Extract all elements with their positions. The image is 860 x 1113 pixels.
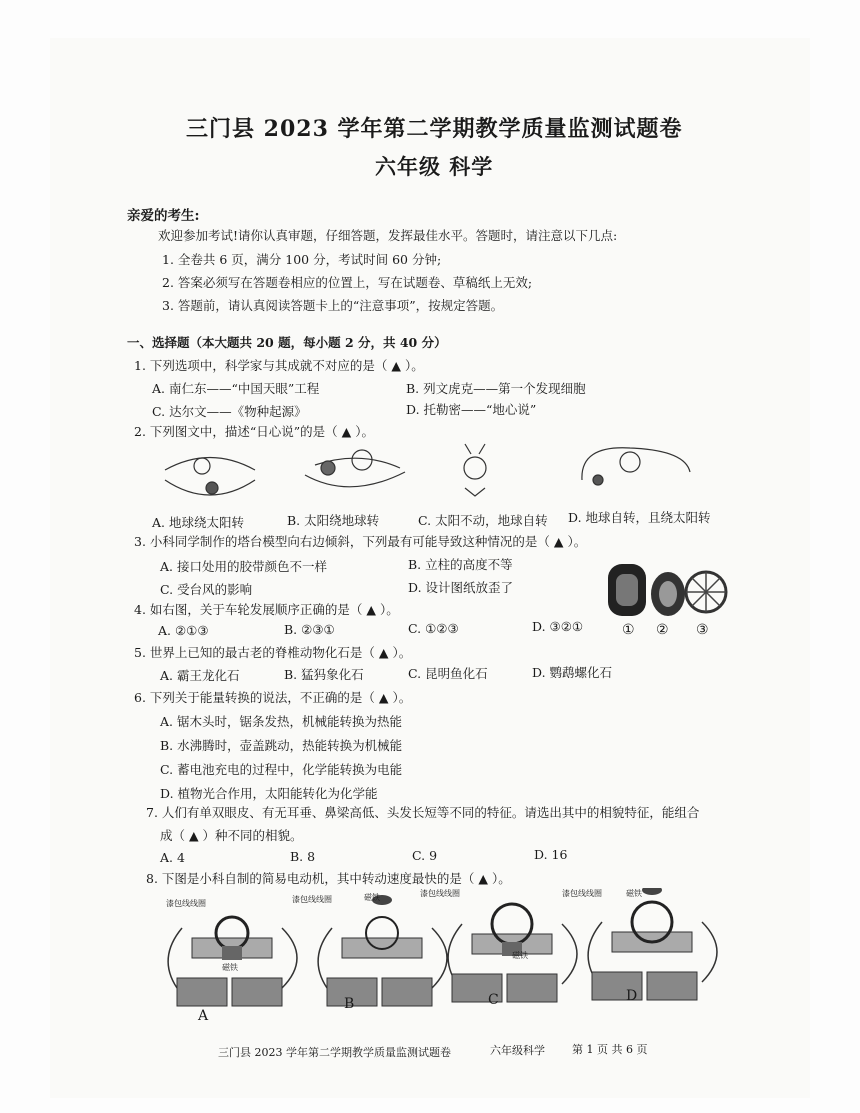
question-3-stem: 3. 小科同学制作的塔台模型向右边倾斜，下列最有可能导致这种情况的是（ ▲ ）。 bbox=[134, 534, 587, 549]
q1-option-a: A. 南仁东——“中国天眼”工程 bbox=[152, 381, 320, 396]
question-1-stem: 1. 下列选项中，科学家与其成就不对应的是（ ▲ ）。 bbox=[134, 358, 424, 373]
q6-option-d: D. 植物光合作用，太阳能转化为化学能 bbox=[160, 786, 378, 801]
footer-title: 三门县 2023 学年第二学期教学质量监测试题卷 bbox=[218, 1046, 451, 1059]
q5-option-b: B. 猛犸象化石 bbox=[284, 667, 364, 682]
q2-figure-c bbox=[464, 444, 486, 496]
exam-subtitle: 六年级 科学 bbox=[375, 154, 494, 179]
question-2-stem: 2. 下列图文中，描述“日心说”的是（ ▲ ）。 bbox=[134, 424, 374, 439]
coil-label-b: 漆包线线圈 bbox=[292, 895, 332, 904]
q1-option-c: C. 达尔文——《物种起源》 bbox=[152, 404, 307, 419]
question-7-stem-line2: 成（ ▲ ）种不同的相貌。 bbox=[160, 828, 303, 843]
magnet-label-a: 磁铁 bbox=[222, 963, 238, 972]
rule-3: 3. 答题前，请认真阅读答题卡上的“注意事项”，按规定答题。 bbox=[162, 298, 504, 313]
q7-option-c: C. 9 bbox=[412, 848, 438, 863]
q7-option-b: B. 8 bbox=[290, 849, 316, 864]
question-7-stem-line1: 7. 人们有单双眼皮、有无耳垂、鼻梁高低、头发长短等不同的特征。请选出其中的相貌特征，能组合 bbox=[146, 805, 700, 820]
q2-option-a: A. 地球绕太阳转 bbox=[152, 515, 244, 530]
q2-figure-a bbox=[165, 458, 255, 496]
wheel-label-3: ③ bbox=[696, 622, 709, 638]
wheel-label-1: ① bbox=[622, 622, 635, 638]
q2-option-b: B. 太阳绕地球转 bbox=[287, 513, 380, 528]
coil-label-a: 漆包线线圈 bbox=[166, 899, 206, 908]
q2-figure-d bbox=[582, 448, 690, 485]
question-5-stem: 5. 世界上已知的最古老的脊椎动物化石是（ ▲ ）。 bbox=[134, 645, 412, 660]
coil-label-c: 漆包线线圈 bbox=[420, 889, 460, 898]
motor-label-b: B bbox=[344, 996, 355, 1012]
magnet-label-b: 磁铁 bbox=[364, 893, 380, 902]
q8-motors-figure bbox=[152, 888, 752, 1016]
q2-option-c: C. 太阳不动，地球自转 bbox=[418, 513, 548, 528]
question-4-stem: 4. 如右图，关于车轮发展顺序正确的是（ ▲ ）。 bbox=[134, 602, 399, 617]
q5-option-c: C. 昆明鱼化石 bbox=[408, 666, 488, 681]
q4-wheels-figure bbox=[604, 558, 728, 622]
motor-label-d: D bbox=[626, 988, 638, 1004]
q2-figures bbox=[150, 440, 740, 510]
wheel-label-2: ② bbox=[656, 622, 669, 638]
q4-option-d: D. ③②① bbox=[532, 619, 584, 634]
motor-label-a: A bbox=[198, 1008, 209, 1024]
magnet-label-d: 磁铁 bbox=[626, 889, 642, 898]
q4-option-b: B. ②③① bbox=[284, 622, 335, 637]
footer-page-number: 第 1 页 共 6 页 bbox=[572, 1043, 648, 1056]
question-8-stem: 8. 下图是小科自制的简易电动机，其中转动速度最快的是（ ▲ ）。 bbox=[146, 871, 511, 886]
greeting: 亲爱的考生: bbox=[127, 208, 200, 224]
motor-label-c: C bbox=[488, 992, 499, 1008]
q6-option-c: C. 蓄电池充电的过程中，化学能转换为电能 bbox=[160, 762, 403, 777]
motor-d bbox=[588, 888, 717, 1000]
q1-option-b: B. 列文虎克——第一个发现细胞 bbox=[406, 381, 586, 396]
q4-option-a: A. ②①③ bbox=[158, 623, 209, 638]
q5-option-a: A. 霸王龙化石 bbox=[160, 668, 240, 683]
q6-option-a: A. 锯木头时，锯条发热，机械能转换为热能 bbox=[160, 714, 402, 729]
q7-option-d: D. 16 bbox=[534, 847, 568, 862]
rule-1: 1. 全卷共 6 页，满分 100 分，考试时间 60 分钟; bbox=[162, 252, 442, 267]
footer-grade: 六年级科学 bbox=[490, 1044, 545, 1057]
motor-b bbox=[318, 895, 447, 1006]
question-6-stem: 6. 下列关于能量转换的说法，不正确的是（ ▲ ）。 bbox=[134, 690, 412, 705]
coil-label-d: 漆包线线圈 bbox=[562, 889, 602, 898]
intro-text: 欢迎参加考试!请你认真审题，仔细答题，发挥最佳水平。答题时，请注意以下几点: bbox=[158, 228, 618, 243]
q3-option-c: C. 受台风的影响 bbox=[160, 582, 253, 597]
q7-option-a: A. 4 bbox=[160, 850, 185, 865]
q5-option-d: D. 鹦鹉螺化石 bbox=[532, 665, 613, 680]
q4-option-c: C. ①②③ bbox=[408, 621, 459, 636]
rule-2: 2. 答案必须写在答题卷相应的位置上，写在试题卷、草稿纸上无效; bbox=[162, 275, 533, 290]
q6-option-b: B. 水沸腾时，壶盖跳动，热能转换为机械能 bbox=[160, 738, 403, 753]
magnet-label-c: 磁铁 bbox=[512, 951, 528, 960]
q2-figure-b bbox=[305, 450, 405, 487]
q1-option-d: D. 托勒密——“地心说” bbox=[406, 402, 537, 417]
q3-option-a: A. 接口处用的胶带颜色不一样 bbox=[160, 559, 327, 574]
section-heading: 一、选择题（本大题共 20 题，每小题 2 分，共 40 分） bbox=[127, 335, 447, 350]
q3-option-d: D. 设计图纸放歪了 bbox=[408, 580, 514, 595]
exam-title: 三门县 2023 学年第二学期教学质量监测试题卷 bbox=[186, 116, 683, 142]
q2-option-d: D. 地球自转，且绕太阳转 bbox=[568, 510, 711, 525]
q3-option-b: B. 立柱的高度不等 bbox=[408, 557, 513, 572]
